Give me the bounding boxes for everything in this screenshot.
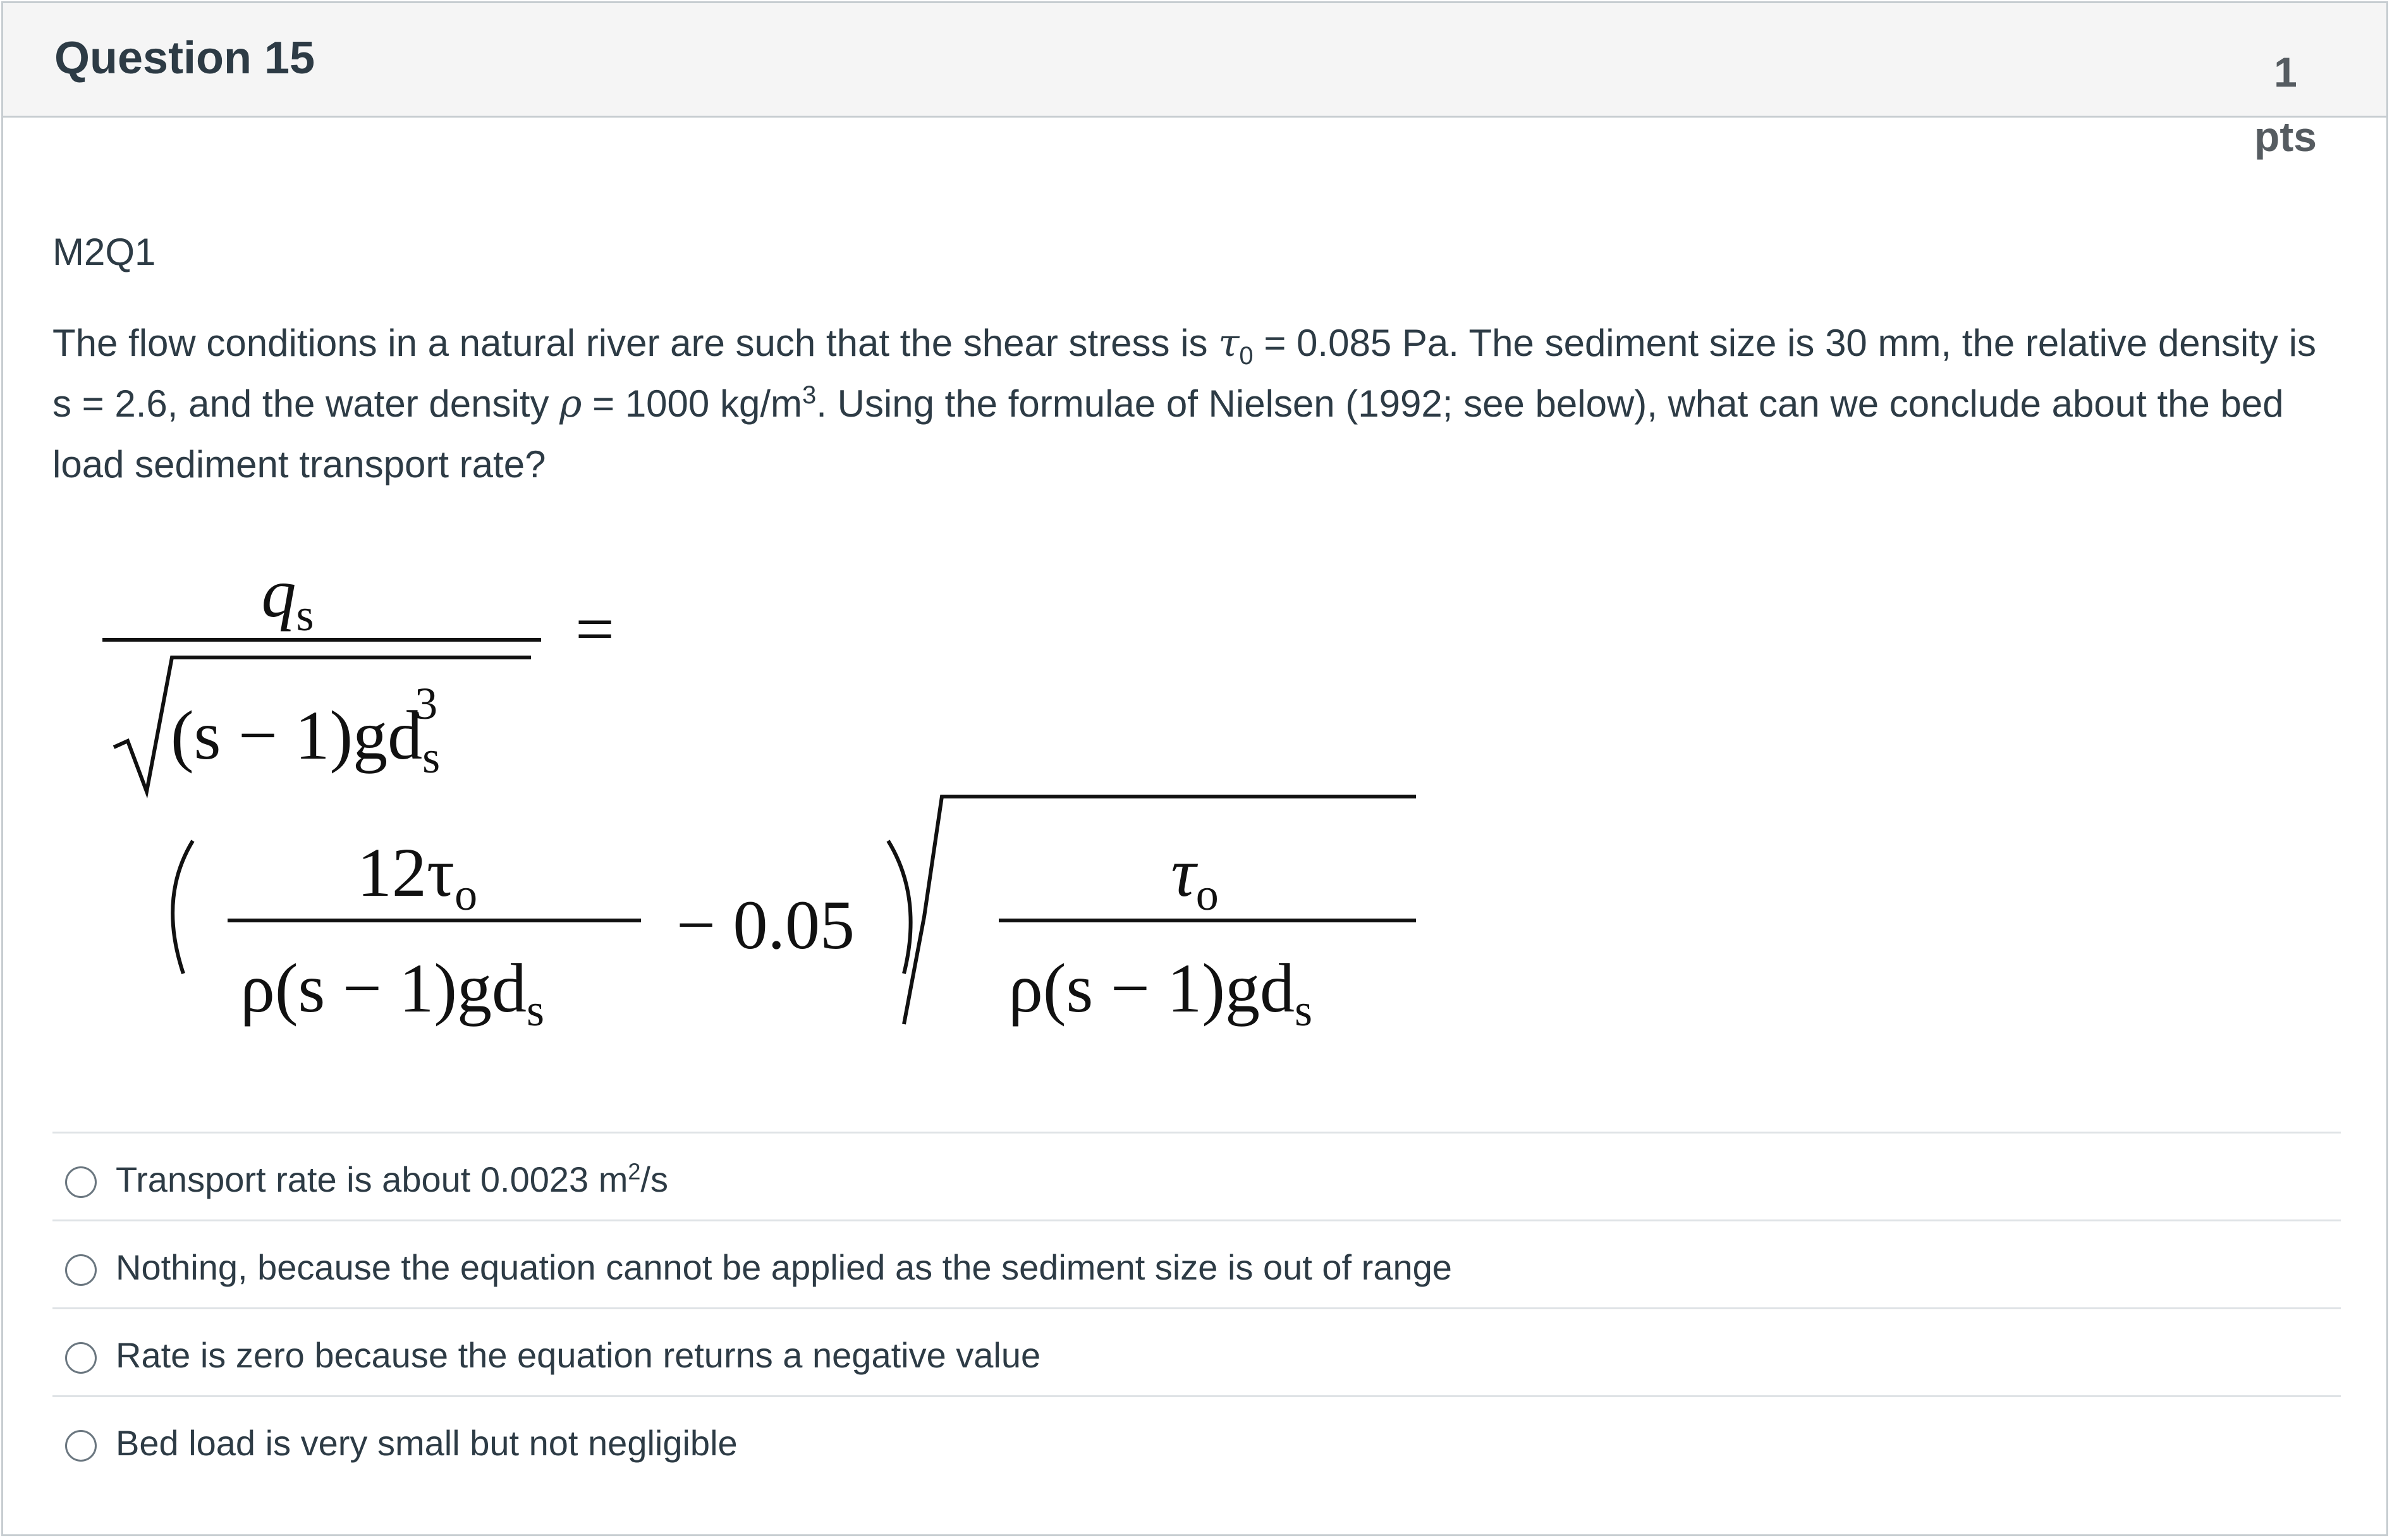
answer-list <box>52 1132 2341 1483</box>
question-text-part: = 1000 kg/m <box>582 382 802 425</box>
formula-term1-denominator: $\rho(s - 1)gd_s$ <box>240 950 545 1036</box>
answer-option-1[interactable] <box>52 1132 2341 1219</box>
question-text-part: . Using the formulae of Nielsen (1992; see below), what can we conclude about the bed load sediment transport rate? <box>52 382 2284 486</box>
radio-button[interactable] <box>65 1254 97 1286</box>
radio-button[interactable] <box>65 1342 97 1374</box>
formula-term2-numerator: $\tau_o$ <box>1171 834 1219 920</box>
answer-label[interactable]: Rate is zero because the equation returns a negative value <box>116 1335 1041 1375</box>
radio-button[interactable] <box>65 1430 97 1462</box>
answer-option-3[interactable] <box>52 1307 2341 1395</box>
points-label <box>2254 40 2317 169</box>
formula-lhs-denominator: $(s - 1)gd_s3$ <box>171 678 441 783</box>
radio-button[interactable] <box>65 1166 97 1198</box>
answer-option-2[interactable] <box>52 1219 2341 1307</box>
answer-label[interactable]: Nothing, because the equation cannot be applied as the sediment size is out of range <box>116 1247 1452 1287</box>
tau-subscript: 0 <box>1239 342 1254 370</box>
formula-constant-term: − 0.05 <box>676 886 855 963</box>
question-id-label: M2Q1 <box>52 231 156 273</box>
nielsen-formula-image <box>95 544 1435 1062</box>
cubic-superscript: 3 <box>802 381 817 409</box>
formula-term2-denominator: $\rho(s - 1)gd_s$ <box>1008 950 1313 1036</box>
tau-symbol: τ <box>1218 321 1240 365</box>
points-value: 1 <box>2274 49 2297 95</box>
formula-right-paren <box>888 841 911 974</box>
formula-equals: = <box>575 590 615 668</box>
answer-label[interactable]: Bed load is very small but not negligible <box>116 1423 738 1463</box>
points-unit: pts <box>2254 113 2317 160</box>
formula-term1-numerator: $12\tau_o$ <box>357 834 478 920</box>
question-header <box>3 3 2386 160</box>
rho-symbol: ρ <box>559 382 582 426</box>
answer-label[interactable]: Transport rate is about 0.0023 $m^2/s$ <box>116 1158 668 1199</box>
question-text-part: The flow conditions in a natural river are such that the shear stress is <box>52 322 1219 364</box>
formula-left-paren <box>173 841 193 974</box>
answer-option-4[interactable] <box>52 1395 2341 1483</box>
question-title: Question 15 <box>54 33 315 83</box>
question-text-part: = 0.085 Pa. The sediment size is 30 mm, the relative density is s = 2.6, and the water density <box>52 322 2317 425</box>
formula-lhs-numerator: $q_s$ <box>261 554 314 640</box>
question-text <box>52 313 2341 495</box>
